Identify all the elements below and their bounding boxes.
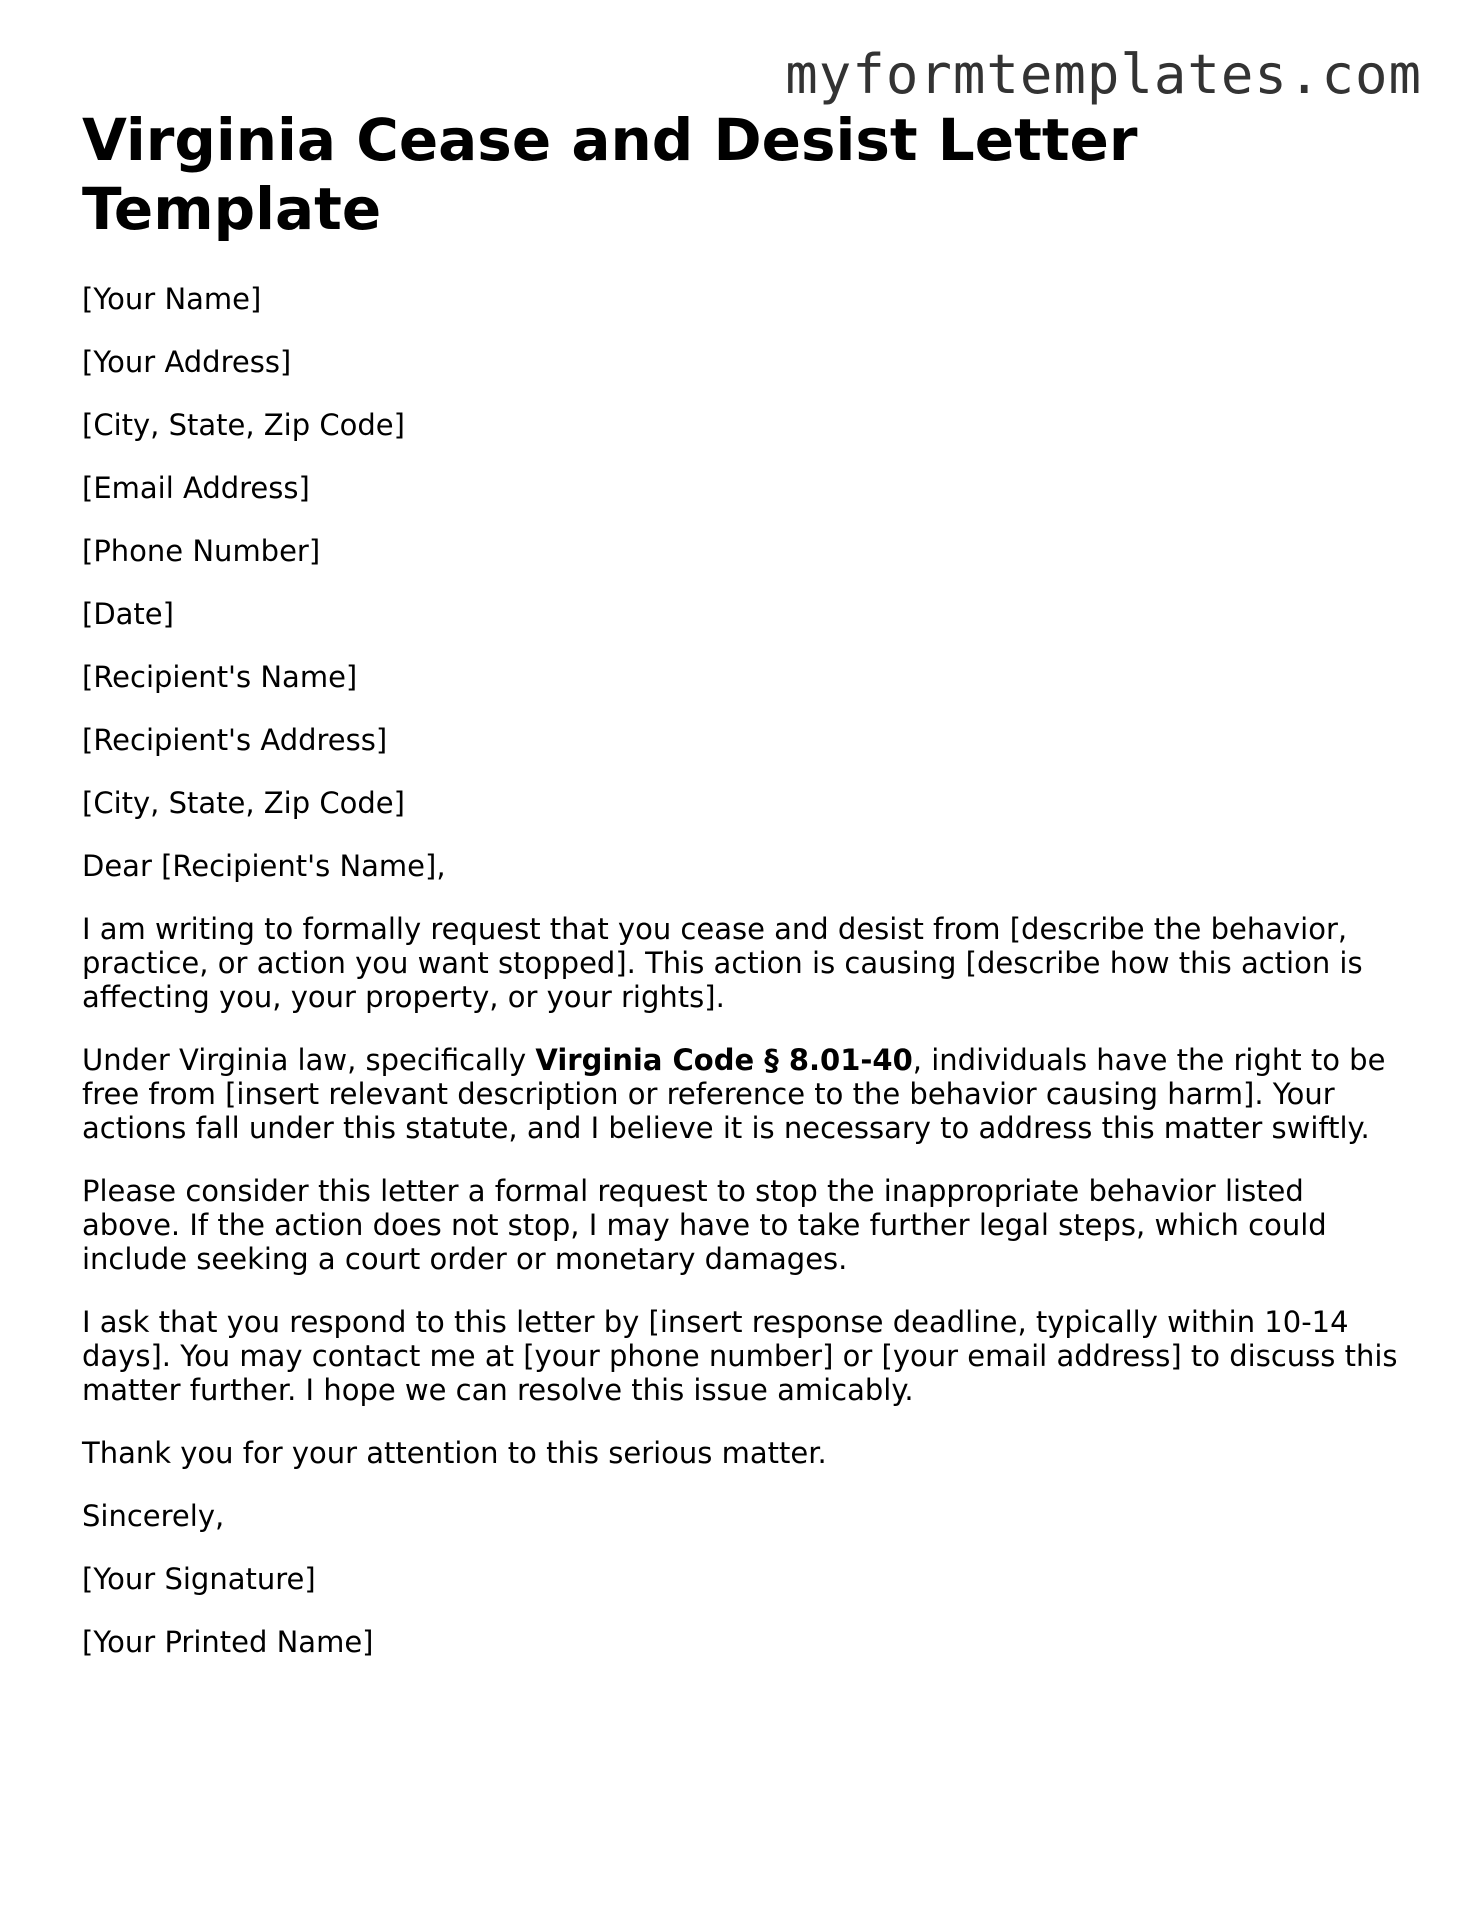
para2-text-after: , individuals have the right to be free from [insert relevant description or reference to the behavior causing harm]. Your actions fall under this statute, and I believe it is necessary to address this matter swiftly.: [82, 1043, 1395, 1145]
body-paragraph-4: I ask that you respond to this letter by [insert response deadline, typically within 10-14 days]. You may contact me at [your phone number] or [your email address] to discuss this matter further. I hope we can resolve this issue amicably.: [82, 1305, 1407, 1407]
sender-address: [Your Address]: [82, 345, 292, 379]
sender-name: [Your Name]: [82, 282, 262, 316]
printed-name-placeholder: [Your Printed Name]: [82, 1625, 374, 1659]
watermark: myformtemplates.com: [785, 43, 1422, 106]
page-title: Virginia Cease and Desist Letter Template: [82, 106, 1138, 243]
recipient-city-state-zip: [City, State, Zip Code]: [82, 786, 405, 820]
para2-text-before: Under Virginia law, specifically: [82, 1043, 536, 1077]
sender-city-state-zip: [City, State, Zip Code]: [82, 408, 405, 442]
body-paragraph-1: I am writing to formally request that you cease and desist from [describe the behavior, practice, or action you want stopped]. This action is causing [describe how this action is affecting you, your property, or your rights].: [82, 912, 1372, 1014]
salutation: Dear [Recipient's Name],: [82, 849, 446, 883]
letter-date: [Date]: [82, 597, 174, 631]
signature-placeholder: [Your Signature]: [82, 1562, 316, 1596]
recipient-address: [Recipient's Address]: [82, 723, 388, 757]
statute-reference: Virginia Code § 8.01-40: [535, 1043, 913, 1077]
letter-document: [82, 106, 1407, 1688]
sender-phone: [Phone Number]: [82, 534, 321, 568]
recipient-block: [82, 660, 1402, 820]
body-paragraph-5: Thank you for your attention to this serious matter.: [82, 1436, 827, 1470]
closing-block: [82, 1499, 1402, 1659]
sender-email: [Email Address]: [82, 471, 310, 505]
body-paragraph-3: Please consider this letter a formal request to stop the inappropriate behavior listed above. If the action does not stop, I may have to take further legal steps, which could include seeking a court order or monetary damages.: [82, 1174, 1336, 1276]
recipient-name: [Recipient's Name]: [82, 660, 358, 694]
body-paragraph-2: [82, 1043, 1402, 1145]
sender-block: [82, 282, 1402, 568]
valediction: Sincerely,: [82, 1499, 225, 1533]
